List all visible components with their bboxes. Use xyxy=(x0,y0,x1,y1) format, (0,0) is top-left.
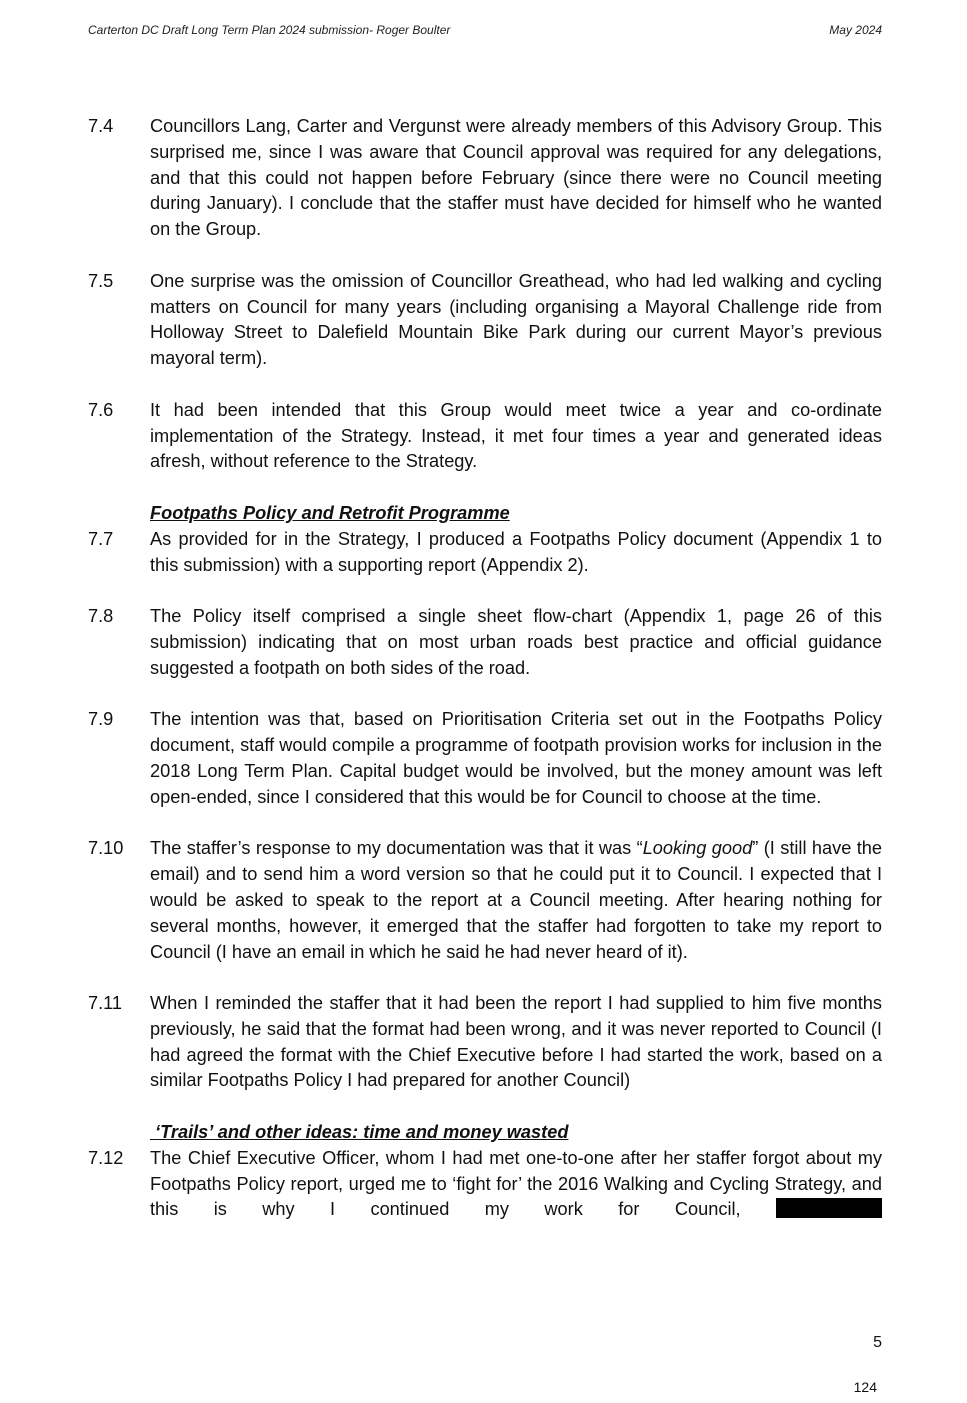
paragraph-text: When I reminded the staffer that it had been the report I had supplied to him five months previously, he said that the format had been wrong, and it was never reported to Council (I had agreed the format with the Chief Executive before I had started the work, based on a similar Footpaths Policy I had prepared for another Council) xyxy=(150,993,882,1091)
paragraph-7-12 xyxy=(88,1146,882,1223)
paragraph-7-6 xyxy=(88,398,882,475)
paragraph-number: 7.8 xyxy=(88,606,114,627)
paragraph-text: It had been intended that this Group would meet twice a year and co-ordinate implementation of the Strategy. Instead, it met four times a year and generated ideas afresh, without reference to the Strategy. xyxy=(150,399,882,472)
paragraph-7-7 xyxy=(88,527,882,579)
paragraph-number: 7.5 xyxy=(88,270,114,291)
paragraph-number: 7.7 xyxy=(88,528,114,549)
paragraph-text: One surprise was the omission of Councillor Greathead, who had led walking and cycling matters on Council for many years (including organising a Mayoral Challenge ride from Holloway Street to Dalefield Mountain Bike Park during our current Mayor’s previous mayoral term). xyxy=(150,270,882,369)
paragraph-7-11 xyxy=(88,991,882,1094)
text-segment: The Chief Executive Officer, whom I had met one-to-one after her staffer forgot about my Footpaths Policy report, urged me to ‘fight for’ the 2016 Walking and Cycling Strategy, and this is why I continued my work for Council, xyxy=(150,1147,882,1220)
redaction-block xyxy=(776,1198,882,1218)
header-date: May 2024 xyxy=(829,23,882,37)
quoted-phrase: Looking good xyxy=(642,838,753,859)
paragraph-text: The intention was that, based on Prioritisation Criteria set out in the Footpaths Policy document, staff would compile a programme of footpath provision works for inclusion in the 2018 Long Term Plan. Capital budget would be involved, but the money amount was left open-ended, since I considered that this would be for Council to choose at the time. xyxy=(150,709,882,807)
text-segment: The staffer’s response to my documentation was that it was “ xyxy=(150,838,643,859)
paragraph-7-5 xyxy=(88,269,882,372)
section-heading-trails: ‘Trails’ and other ideas: time and money wasted xyxy=(150,1122,569,1143)
paragraph-text xyxy=(150,836,882,965)
paragraph-text: Councillors Lang, Carter and Vergunst were already members of this Advisory Group. This surprised me, since I was aware that Council approval was required for any delegations, and that this could not happen before February (since there were no Council meeting during January). I conclude that the staffer must have decided for himself who he wanted on the Group. xyxy=(150,116,882,240)
paragraph-number: 7.12 xyxy=(88,1147,124,1168)
document-page-number: 124 xyxy=(853,1379,877,1395)
paragraph-number: 7.6 xyxy=(88,399,114,420)
paragraph-number: 7.9 xyxy=(88,709,114,730)
text-segment: ” (I still have the email) and to send him a word version so that he could put it to Council. I expected that I would be asked to speak to the report at a Council meeting. After hearing nothing for several months, however, it emerged that the staffer had forgotten to take my report to Council (I have an email in which he said he had never heard of it). xyxy=(150,838,882,962)
header-title: Carterton DC Draft Long Term Plan 2024 submission- Roger Boulter xyxy=(88,23,451,37)
paragraph-number: 7.4 xyxy=(88,116,114,136)
paragraph-7-8 xyxy=(88,604,882,681)
document-body xyxy=(88,114,882,1249)
paragraph-7-9 xyxy=(88,707,882,810)
paragraph-text xyxy=(150,1146,882,1223)
paragraph-text: The Policy itself comprised a single sheet flow-chart (Appendix 1, page 26 of this submission) indicating that on most urban roads best practice and official guidance suggested a footpath on both sides of the road. xyxy=(150,606,882,678)
paragraph-text: As provided for in the Strategy, I produced a Footpaths Policy document (Appendix 1 to this submission) with a supporting report (Appendix 2). xyxy=(150,528,882,575)
page-header xyxy=(88,23,882,37)
paragraph-number: 7.11 xyxy=(88,993,123,1014)
paragraph-7-4 xyxy=(88,114,882,243)
page-number: 5 xyxy=(873,1334,882,1351)
paragraph-number: 7.10 xyxy=(88,838,124,859)
section-heading-footpaths: Footpaths Policy and Retrofit Programme xyxy=(150,502,510,523)
paragraph-7-10 xyxy=(88,836,882,965)
